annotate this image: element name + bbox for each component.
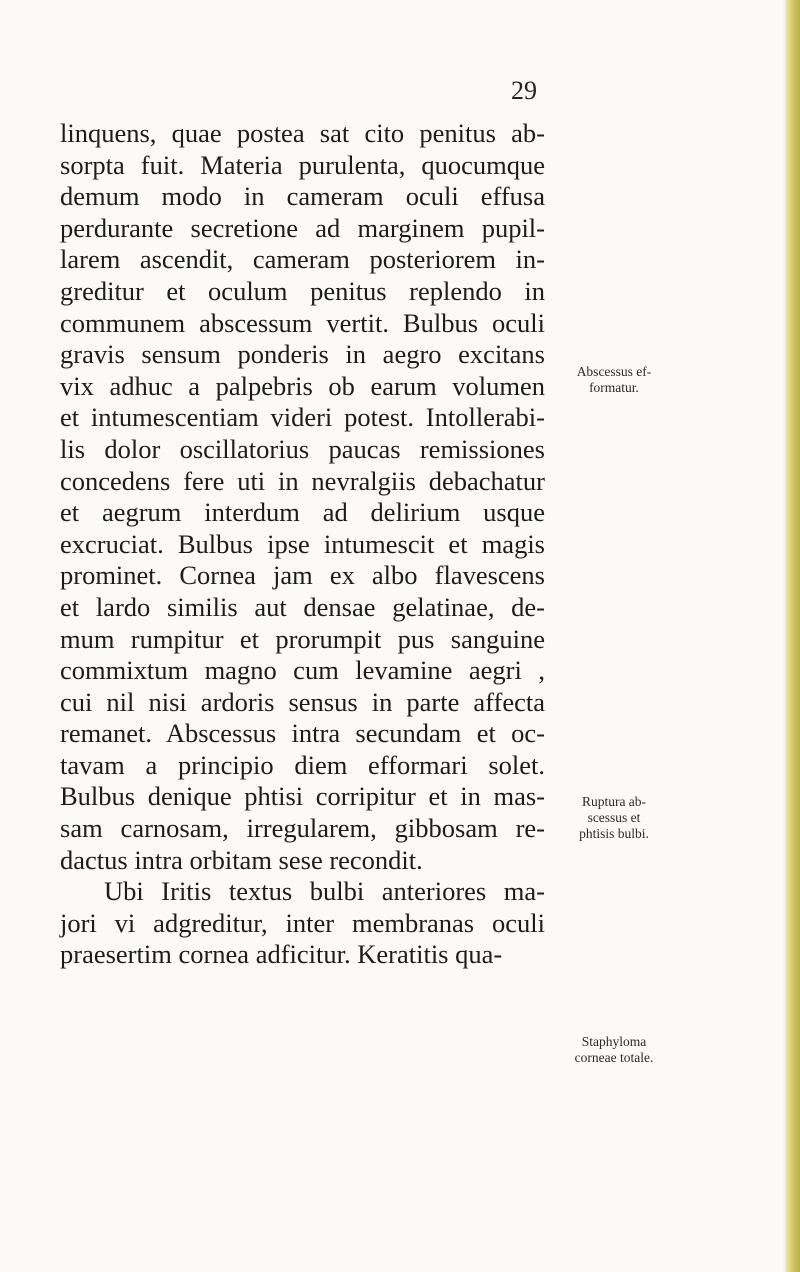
margin-note-line: Ruptura ab-: [581, 794, 647, 809]
text-line: et lardo similis aut densae gelatinae, de-: [60, 591, 545, 622]
text-line: Bulbus denique phtisi corripitur et in mas-: [60, 781, 545, 812]
margin-note-line: Staphyloma: [581, 1034, 647, 1049]
page-number: 29: [511, 76, 537, 105]
margin-note-abscessus: [562, 364, 666, 396]
text-line: linquens, quae postea sat cito penitus ab-: [60, 118, 545, 148]
margin-note-line: formatur.: [589, 380, 639, 395]
text-line: concedens fere uti in nevralgiis debachatur: [60, 465, 545, 496]
text-line: remanet. Abscessus intra secundam et oc-: [60, 718, 545, 749]
body-text: [60, 118, 545, 971]
margin-note-line: phtisis bulbi.: [579, 826, 649, 841]
text-line: tavam a principio diem efformari solet.: [60, 749, 545, 780]
margin-note-line: corneae totale.: [574, 1050, 654, 1065]
margin-note-line: Abscessus ef-: [576, 364, 652, 379]
text-line: demum modo in cameram oculi effusa: [60, 181, 545, 212]
page-edge: [786, 0, 800, 1272]
text-line: lis dolor oscillatorius paucas remissiones: [60, 433, 545, 464]
text-line: perdurante secretione ad marginem pupil-: [60, 212, 545, 243]
text-line: Ubi Iritis textus bulbi anteriores ma-: [104, 876, 545, 907]
text-line: sam carnosam, irregularem, gibbosam re-: [60, 813, 545, 844]
text-line: gravis sensum ponderis in aegro excitans: [60, 339, 545, 370]
text-line: vix adhuc a palpebris ob earum volumen: [60, 370, 545, 401]
margin-note-line: scessus et: [587, 810, 641, 825]
text-line: prominet. Cornea jam ex albo flavescens: [60, 560, 545, 591]
margin-note-staphyloma: [562, 1034, 666, 1066]
text-line: excruciat. Bulbus ipse intumescit et magis: [60, 528, 545, 559]
text-line: praesertim cornea adficitur. Keratitis qua-: [60, 939, 503, 970]
text-line: et aegrum interdum ad delirium usque: [60, 497, 545, 528]
text-line: cui nil nisi ardoris sensus in parte affecta: [60, 686, 545, 717]
text-line: larem ascendit, cameram posteriorem in-: [60, 244, 545, 275]
margin-note-ruptura: [562, 794, 666, 842]
text-line: commixtum magno cum levamine aegri ,: [60, 655, 545, 686]
text-line: greditur et oculum penitus replendo in: [60, 275, 545, 306]
text-line: jori vi adgreditur, inter membranas oculi: [60, 907, 545, 938]
text-line: dactus intra orbitam sese recondit.: [60, 844, 423, 875]
text-line: et intumescentiam videri potest. Intollerabi-: [60, 402, 545, 433]
text-line: mum rumpitur et prorumpit pus sanguine: [60, 623, 545, 654]
text-line: sorpta fuit. Materia purulenta, quocumque: [60, 149, 545, 180]
text-line: communem abscessum vertit. Bulbus oculi: [60, 307, 545, 338]
